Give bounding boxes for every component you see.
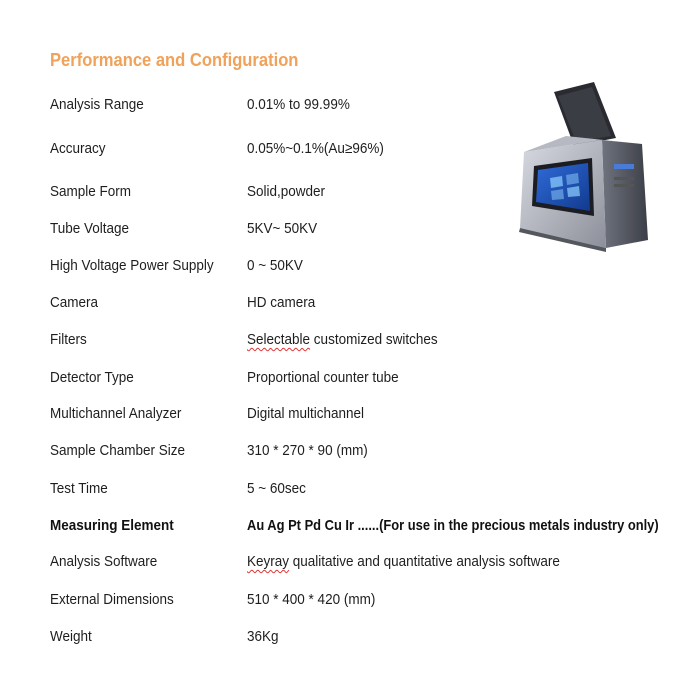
spec-row-sample-chamber-size xyxy=(0,440,700,462)
spec-value: 36Kg xyxy=(247,628,279,645)
section-title: Performance and Configuration xyxy=(50,50,299,70)
spec-label: High Voltage Power Supply xyxy=(50,257,214,274)
spec-row-hv-power-supply xyxy=(0,255,700,277)
spec-label: Measuring Element xyxy=(50,517,174,534)
spec-label: Multichannel Analyzer xyxy=(50,405,182,422)
spec-label: Analysis Range xyxy=(50,96,144,113)
spec-label: Filters xyxy=(50,331,87,348)
spec-value: 5 ~ 60sec xyxy=(247,480,306,497)
spec-label: Detector Type xyxy=(50,369,134,386)
spec-value xyxy=(247,329,438,351)
spec-value: 0.01% to 99.99% xyxy=(247,96,350,113)
spec-value: HD camera xyxy=(247,294,316,311)
spec-label: Analysis Software xyxy=(50,553,158,570)
spec-value: 0.05%~0.1%(Au≥96%) xyxy=(247,140,384,157)
spec-label: Test Time xyxy=(50,480,108,497)
spec-value: 310 * 270 * 90 (mm) xyxy=(247,442,368,459)
spec-row-multichannel-analyzer xyxy=(0,403,700,425)
spec-value-text: customized switches xyxy=(310,331,438,348)
spellcheck-word: Keyray xyxy=(247,553,290,570)
spec-label: External Dimensions xyxy=(50,591,174,608)
spec-value-text: qualitative and quantitative analysis software xyxy=(289,553,560,570)
spec-row-weight xyxy=(0,626,700,648)
spec-row-measuring-element xyxy=(0,515,700,537)
xrf-analyzer-icon xyxy=(510,82,660,254)
spec-value: Digital multichannel xyxy=(247,405,365,422)
spec-label: Sample Chamber Size xyxy=(50,442,186,459)
spec-value xyxy=(247,551,560,573)
spec-value: Au Ag Pt Pd Cu Ir ......(For use in the precious metals industry only) xyxy=(247,517,659,534)
spec-label: Weight xyxy=(50,628,92,645)
spec-label: Camera xyxy=(50,294,99,311)
spellcheck-word: Selectable xyxy=(247,331,311,348)
spec-label: Sample Form xyxy=(50,183,132,200)
spec-value: 0 ~ 50KV xyxy=(247,257,303,274)
spec-row-external-dimensions xyxy=(0,589,700,611)
spec-value: Proportional counter tube xyxy=(247,369,399,386)
spec-row-analysis-software xyxy=(0,551,700,573)
spec-row-filters xyxy=(0,329,700,351)
spec-value: 510 * 400 * 420 (mm) xyxy=(247,591,376,608)
spec-value: Solid,powder xyxy=(247,183,326,200)
spec-row-camera xyxy=(0,292,700,314)
spec-value: 5KV~ 50KV xyxy=(247,220,318,237)
spec-label: Tube Voltage xyxy=(50,220,130,237)
spec-row-test-time xyxy=(0,478,700,500)
spec-row-detector-type xyxy=(0,367,700,389)
spec-label: Accuracy xyxy=(50,140,106,157)
